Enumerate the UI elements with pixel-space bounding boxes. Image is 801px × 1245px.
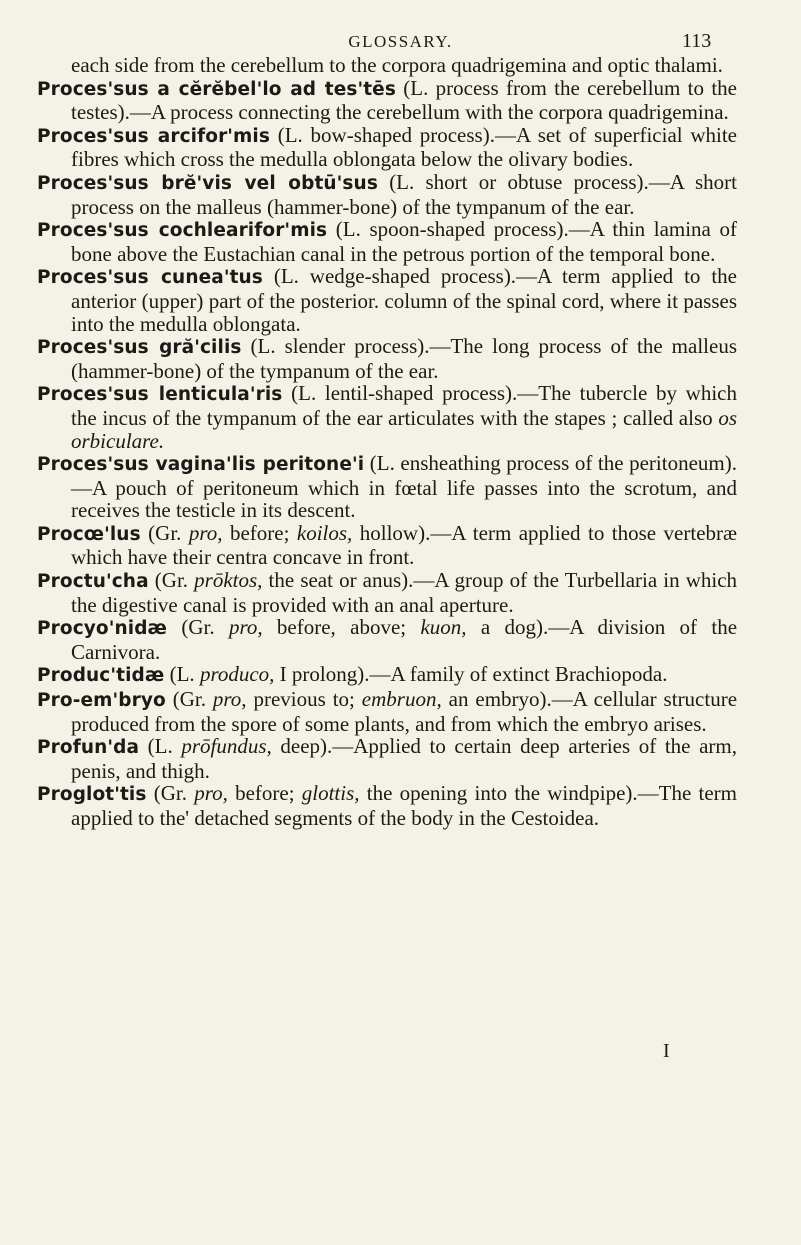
entry-headword: Proces'sus cochlearifor'mis bbox=[37, 220, 328, 242]
entry-headword: Proces'sus brĕ'vis vel obtū'sus bbox=[37, 172, 378, 194]
entry-headword: Profun'da bbox=[37, 737, 140, 759]
signature-mark: I bbox=[663, 1040, 670, 1062]
glossary-entry bbox=[37, 782, 737, 829]
entry-headword: Proces'sus vagina'lis peritone'i bbox=[37, 454, 365, 476]
entry-headword: Produc'tidæ bbox=[37, 665, 165, 687]
entry-definition: (L. short or obtuse process).—A short process on the malleus (hammer-bone) of the tympanum of the ear. bbox=[71, 169, 738, 219]
entry-italic-term: pro, bbox=[188, 520, 223, 545]
entry-definition: the seat or anus).—A group of the Turbellaria in which the digestive canal is provided with an anal aperture. bbox=[71, 568, 738, 617]
entry-definition: hollow).—A term applied to those vertebræ which have their centra concave in front. bbox=[71, 520, 738, 570]
continuation-text: each side from the cerebellum to the corpora quadrigemina and optic thalami. bbox=[71, 53, 723, 77]
entry-definition: deep).—Applied to certain deep arteries of the arm, penis, and thigh. bbox=[71, 734, 737, 783]
entry-italic-term: prōktos, bbox=[194, 568, 263, 593]
entry-italic-term: os orbiculare. bbox=[71, 405, 737, 453]
glossary-entry bbox=[37, 382, 737, 452]
entry-definition: before; bbox=[235, 781, 295, 806]
glossary-entry bbox=[37, 124, 737, 171]
entry-italic-term: pro, bbox=[194, 781, 228, 806]
entry-definition: (Gr. bbox=[181, 615, 215, 640]
entry-italic-term: koilos, bbox=[296, 520, 353, 545]
glossary-entry bbox=[37, 265, 737, 335]
entry-definition: (L. wedge-shaped process).—A term applied to the anterior (upper) part of the posterior. column of the spinal cord, where it passes into the medulla oblongata. bbox=[71, 264, 737, 336]
entry-headword: Proces'sus a cĕrĕbel'lo ad tes'tēs bbox=[37, 78, 396, 100]
entry-definition: an embryo).—A cellular structure produced from the spore of some plants, and from which the embryo arises. bbox=[71, 687, 738, 736]
glossary-entry bbox=[37, 735, 737, 782]
entry-definition: I prolong).—A family of extinct Brachiopoda. bbox=[279, 662, 668, 687]
entry-definition: (L. process from the cerebellum to the testes).—A process connecting the cerebellum with the corpora quadrigemina. bbox=[71, 75, 737, 125]
glossary-entry bbox=[37, 171, 737, 218]
entry-definition: (L. bbox=[169, 662, 195, 687]
continuation-paragraph bbox=[37, 54, 737, 77]
entry-italic-term: pro, bbox=[228, 615, 263, 640]
entry-headword: Proctu'cha bbox=[37, 571, 149, 593]
entry-italic-term: glottis, bbox=[301, 781, 360, 806]
entry-headword: Procœ'lus bbox=[37, 523, 141, 545]
entry-italic-term: produco, bbox=[199, 662, 275, 687]
entry-italic-term: embruon, bbox=[361, 687, 442, 712]
entry-definition: (L. bbox=[147, 734, 173, 759]
page-number: 113 bbox=[682, 30, 712, 52]
entry-definition: (L. spoon-shaped process).—A thin lamina of bone above the Eustachian canal in the petrous portion of the temporal bone. bbox=[71, 217, 737, 266]
glossary-entry bbox=[37, 335, 737, 382]
entry-definition: previous to; bbox=[253, 687, 355, 712]
glossary-entry bbox=[37, 452, 737, 522]
entry-italic-term: pro, bbox=[212, 687, 247, 712]
entry-definition: (L. lentil-shaped process).—The tubercle by which the incus of the tympanum of the ear articulates with the stapes ; called also bbox=[71, 381, 737, 430]
entry-definition: (L. bow-shaped process).—A set of superficial white fibres which cross the medulla oblongata below the olivary bodies. bbox=[71, 122, 738, 172]
entry-definition: a dog).—A division of the Carnivora. bbox=[71, 615, 738, 664]
glossary-entry bbox=[37, 522, 737, 569]
entry-headword: Proces'sus lenticula'ris bbox=[37, 384, 283, 406]
entry-definition: (Gr. bbox=[148, 520, 182, 545]
entry-headword: Procyo'nidæ bbox=[37, 618, 168, 640]
entry-headword: Proces'sus arcifor'mis bbox=[37, 125, 270, 147]
glossary-entry bbox=[37, 569, 737, 616]
entry-definition: before; bbox=[229, 520, 290, 545]
entry-definition: (Gr. bbox=[153, 781, 187, 806]
entry-headword: Proces'sus gră'cilis bbox=[37, 337, 242, 359]
entry-definition: before, above; bbox=[276, 615, 407, 640]
glossary-entry bbox=[37, 616, 737, 663]
glossary-entry bbox=[37, 688, 737, 735]
entry-italic-term: prōfundus, bbox=[181, 734, 272, 759]
glossary-entry bbox=[37, 218, 737, 265]
entry-definition: (Gr. bbox=[172, 687, 206, 712]
glossary-entry bbox=[37, 77, 737, 124]
entry-italic-term: kuon, bbox=[420, 615, 467, 640]
glossary-entry bbox=[37, 663, 737, 688]
entry-definition: (L. slender process).—The long process of the malleus (hammer-bone) of the tympanum of the ear. bbox=[71, 334, 737, 383]
entry-definition: (L. ensheathing process of the peritoneum).—A pouch of peritoneum which in fœtal life passes into the scrotum, and receives the testicle in its descent. bbox=[71, 451, 737, 523]
entry-headword: Proglot'tis bbox=[37, 784, 147, 806]
entry-definition: the opening into the windpipe).—The term applied to the' detached segments of the body in the Cestoidea. bbox=[71, 781, 737, 830]
entry-headword: Proces'sus cunea'tus bbox=[37, 267, 263, 289]
entry-headword: Pro-em'bryo bbox=[37, 690, 166, 712]
entry-definition: (Gr. bbox=[154, 568, 189, 593]
running-title: GLOSSARY. bbox=[348, 32, 453, 51]
glossary-body bbox=[37, 54, 737, 830]
